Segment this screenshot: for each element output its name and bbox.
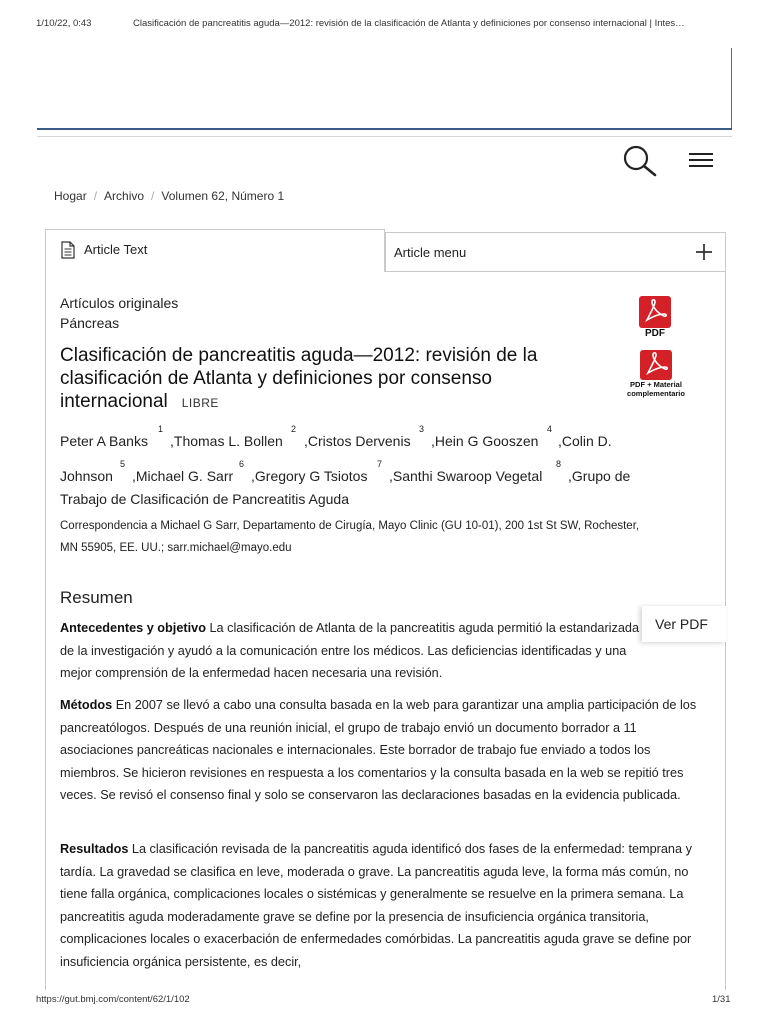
abstract-results-label: Resultados bbox=[60, 842, 129, 856]
author-link[interactable]: ,Colin D. bbox=[558, 433, 612, 449]
author-affiliation-sup[interactable]: 3 bbox=[419, 424, 425, 434]
pdf-download-button[interactable] bbox=[637, 296, 673, 342]
article-title-text: Clasificación de pancreatitis aguda—2012: revisión de la clasificación de Atlanta y definiciones por consenso internacional bbox=[60, 345, 538, 412]
author-affiliation-sup[interactable]: 5 bbox=[120, 459, 126, 469]
breadcrumb bbox=[54, 189, 284, 203]
breadcrumb-archive[interactable]: Archivo bbox=[104, 189, 145, 203]
breadcrumb-separator: / bbox=[151, 189, 155, 203]
author-affiliation-sup[interactable]: 1 bbox=[158, 424, 164, 434]
pdf-icon bbox=[637, 296, 673, 328]
search-icon bbox=[622, 144, 658, 178]
tab-article-menu[interactable] bbox=[385, 232, 726, 272]
correspondence-info: Correspondencia a Michael G Sarr, Departamento de Cirugía, Mayo Clinic (GU 10-01), 200 1st St SW, Rochester, MN 55905, EE. UU.; sarr.michael@mayo.edu bbox=[60, 520, 640, 554]
plus-icon[interactable] bbox=[695, 243, 713, 261]
author-affiliation-sup[interactable]: 7 bbox=[377, 459, 383, 469]
author-affiliation-sup[interactable]: 4 bbox=[547, 424, 553, 434]
tab-article-text[interactable] bbox=[45, 229, 385, 272]
abstract-heading: Resumen bbox=[60, 588, 133, 607]
header-divider-vertical bbox=[731, 48, 732, 128]
abstract-background-label: Antecedentes y objetivo bbox=[60, 621, 206, 635]
pdf-supplementary-label: PDF + Material complementario bbox=[627, 380, 685, 398]
view-pdf-button[interactable]: Ver PDF bbox=[642, 606, 726, 642]
abstract-results-text: La clasificación revisada de la pancreatitis aguda identificó dos fases de la enfermedad: temprana y tardía. La gravedad se clasifica en leve, moderada o grave. La pancreatitis aguda leve, la forma más común, no tiene falla orgánica, complicaciones locales o sistémicas y generalmente se resuelve en la primera semana. La pancreatitis aguda moderadamente grave se define por la presencia de insuficiencia orgánica transitoria, complicaciones locales o exacerbación de enfermedades comórbidas. La pancreatitis aguda grave se define por insuficiencia orgánica persistente, es decir, bbox=[60, 842, 692, 969]
pdf-supplementary-icon bbox=[618, 350, 694, 380]
abstract-background bbox=[60, 617, 640, 685]
author-affiliation-sup[interactable]: 8 bbox=[556, 459, 562, 469]
author-link[interactable]: ,Grupo de bbox=[568, 468, 631, 484]
header-divider bbox=[37, 128, 732, 130]
article-section[interactable]: Artículos originales bbox=[60, 295, 179, 311]
article-subsection[interactable]: Páncreas bbox=[60, 315, 120, 331]
abstract-results bbox=[60, 838, 700, 973]
author-link[interactable]: Peter A Banks bbox=[60, 433, 148, 449]
abstract-methods-label: Métodos bbox=[60, 698, 113, 712]
article-categories bbox=[60, 293, 178, 333]
print-timestamp: 1/10/22, 0:43 bbox=[36, 18, 92, 29]
author-link[interactable]: ,Hein G Gooszen bbox=[431, 433, 539, 449]
author-link[interactable]: ,Michael G. Sarr bbox=[132, 468, 234, 484]
author-link[interactable]: ,Gregory G Tsiotos bbox=[251, 468, 368, 484]
author-group-link[interactable]: Trabajo de Clasificación de Pancreatitis Aguda bbox=[60, 491, 349, 507]
author-link[interactable]: ,Santhi Swaroop Vegetal bbox=[389, 468, 543, 484]
breadcrumb-volume[interactable]: Volumen 62, Número 1 bbox=[161, 189, 285, 203]
print-url: https://gut.bmj.com/content/62/1/102 bbox=[36, 994, 190, 1005]
author-affiliation-sup[interactable]: 2 bbox=[291, 424, 297, 434]
author-affiliation-sup[interactable]: 6 bbox=[239, 459, 245, 469]
tab-article-text-label: Article Text bbox=[84, 242, 148, 257]
abstract-methods-text: En 2007 se llevó a cabo una consulta basada en la web para garantizar una amplia participación de los pancreatólogos. Después de una reunión inicial, el grupo de trabajo envió un documento borrador a 11 asociaciones pancreáticas nacionales e internacionales. Este borrador de trabajo fue enviado a todos los miembros. Se hicieron revisiones en respuesta a los comentarios y la consulta basada en la web se repitió tres veces. Se revisó el consenso final y solo se conservaron las declaraciones basadas en la evidencia publicada. bbox=[60, 698, 697, 802]
breadcrumb-separator: / bbox=[93, 189, 98, 203]
print-page-number: 1/31 bbox=[712, 994, 731, 1005]
hamburger-menu-icon bbox=[688, 150, 714, 172]
pdf-supplementary-button[interactable] bbox=[618, 350, 694, 404]
author-link[interactable]: ,Cristos Dervenis bbox=[304, 433, 411, 449]
tab-article-menu-label: Article menu bbox=[394, 245, 467, 260]
print-title: Clasificación de pancreatitis aguda—2012: revisión de la clasificación de Atlanta y definiciones por consenso internacional | Intes… bbox=[133, 18, 685, 29]
document-icon bbox=[61, 241, 75, 259]
author-link[interactable]: Johnson bbox=[60, 468, 113, 484]
abstract-methods bbox=[60, 694, 700, 807]
search-button[interactable] bbox=[622, 144, 658, 178]
header-divider-light bbox=[37, 136, 732, 137]
abstract-background-text: La clasificación de Atlanta de la pancreatitis aguda permitió la estandarizada de la investigación y ayudó a la comunicación entre los médicos. Las deficiencias identificadas y una mejor comprensión de la enfermedad hacen necesaria una revisión. bbox=[60, 621, 640, 680]
author-link[interactable]: ,Thomas L. Bollen bbox=[170, 433, 283, 449]
breadcrumb-home[interactable]: Hogar bbox=[54, 189, 87, 203]
free-access-badge: LIBRE bbox=[181, 396, 219, 410]
pdf-label: PDF bbox=[645, 328, 665, 339]
menu-button[interactable] bbox=[688, 150, 714, 172]
article-title bbox=[60, 344, 580, 415]
